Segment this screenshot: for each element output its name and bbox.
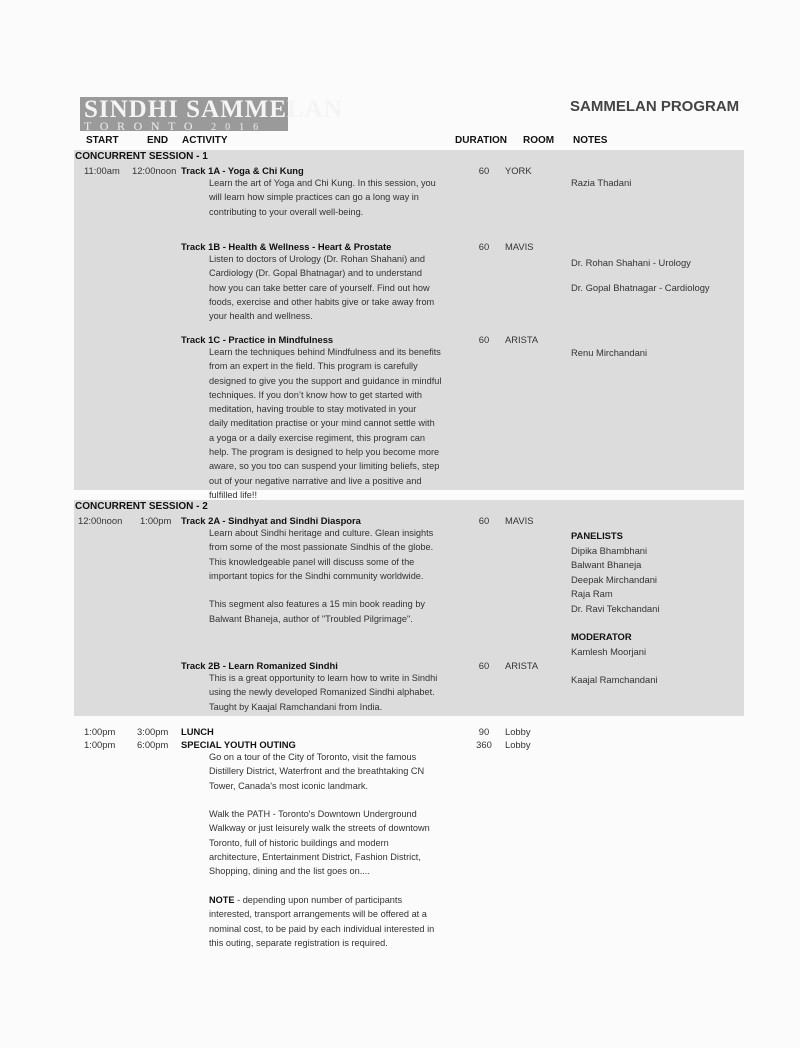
- outing-end: 6:00pm: [137, 739, 169, 750]
- column-header-notes: NOTES: [573, 135, 608, 146]
- lunch-room: Lobby: [505, 726, 531, 737]
- track-1a-description: Learn the art of Yoga and Chi Kung. In this session, you will learn how simple practices can go a long way in contributing to your overall well-being.: [209, 178, 436, 217]
- panelist: Balwant Bhaneja: [571, 559, 642, 570]
- track-2a-description: Learn about Sindhi heritage and culture. Glean insights from some of the most passionate Sindhis of the globe. This knowledgeable panel will discuss some of the important topics for the Sindhi community worldwide. This segment also features a 15 min book reading by Balwant Bhaneja, author of "Troubled Pilgrimage".: [209, 528, 434, 624]
- panelist: Raja Ram: [571, 588, 613, 599]
- panelist: Dipika Bhambhani: [571, 544, 648, 556]
- logo-year: 2016: [211, 122, 268, 133]
- column-header-start: START: [86, 135, 119, 146]
- track-2b-title: Track 2B - Learn Romanized Sindhi: [181, 660, 338, 671]
- track-2b-notes: Kaajal Ramchandani: [571, 674, 658, 685]
- track-2a-room: MAVIS: [505, 515, 534, 526]
- logo-subtitle: [84, 119, 294, 134]
- column-header-room: ROOM: [523, 135, 555, 146]
- outing-start: 1:00pm: [84, 739, 116, 750]
- outing-duration: 360: [476, 739, 492, 750]
- track-1b-description: Listen to doctors of Urology (Dr. Rohan Shahani) and Cardiology (Dr. Gopal Bhatnagar) and to understand how you can take better care of yourself. Find out how foods, exercise and other habits give or take away from your health and wellness.: [209, 254, 435, 322]
- track-1a-title: Track 1A - Yoga & Chi Kung: [181, 165, 304, 176]
- session-1-label: CONCURRENT SESSION - 1: [75, 151, 208, 162]
- session-2-end: 1:00pm: [140, 515, 172, 526]
- outing-title: SPECIAL YOUTH OUTING: [181, 739, 296, 750]
- track-2a-panel: [571, 529, 659, 659]
- session-1-end: 12:00noon: [132, 165, 177, 176]
- track-1b-room: MAVIS: [505, 241, 534, 252]
- track-1c-notes: Renu Mirchandani: [571, 347, 648, 358]
- outing-description: Go on a tour of the City of Toronto, visit the famous Distillery District, Waterfront and the breathtaking CN Tower, Canada's most iconic landmark. Walk the PATH - Toronto's Downtown Underground Walkway or just leisurely walk the streets of downtown Toronto, full of historic buildings and modern architecture, Entertainment District, Fashion District, Shopping, dining and the list goes on.... NOTE - depending upon number of participants interested, transport arrangements will be offered at a nominal cost, to be paid by each individual interested in this outing, separate registration is required.: [209, 752, 435, 948]
- track-2b-room: ARISTA: [505, 660, 539, 671]
- outing-note-label: NOTE: [209, 894, 235, 905]
- lunch-end: 3:00pm: [137, 726, 169, 737]
- column-header-activity: ACTIVITY: [182, 135, 228, 146]
- moderator: Kamlesh Moorjani: [571, 645, 647, 657]
- track-1b-duration: 60: [478, 241, 490, 252]
- moderator-label: MODERATOR: [571, 631, 632, 642]
- track-1b-note-1: Dr. Rohan Shahani - Urology: [571, 257, 691, 268]
- track-1c-description: Learn the techniques behind Mindfulness and its benefits from an expert in the field. This program is carefully designed to give you the support and guidance in mindful techniques. If you don’t know how to get started with meditation, having trouble to stay motivated in your daily meditation practise or your mind cannot settle with a yoga or a daily exercise regiment, this program can help. The program is designed to help you become more aware, so you too can suspend your limiting beliefs, step out of your negative narrative and live a positive and fulfilled life!!: [209, 347, 442, 500]
- track-1c-title: Track 1C - Practice in Mindfulness: [181, 334, 334, 345]
- logo-city: TORONTO: [84, 119, 202, 133]
- lunch-duration: 90: [478, 726, 490, 737]
- session-2-label: CONCURRENT SESSION - 2: [75, 501, 208, 512]
- lunch-start: 1:00pm: [84, 726, 116, 737]
- track-1a-room: YORK: [505, 165, 532, 176]
- session-2-start: 12:00noon: [78, 515, 123, 526]
- panelists-label: PANELISTS: [571, 530, 623, 541]
- logo-title: SINDHI SAMMELAN: [84, 96, 343, 123]
- column-header-duration: DURATION: [455, 135, 508, 146]
- panelist: Deepak Mirchandani: [571, 573, 657, 585]
- track-2b-duration: 60: [478, 660, 490, 671]
- track-1a-duration: 60: [478, 165, 490, 176]
- outing-room: Lobby: [505, 739, 531, 750]
- track-1c-duration: 60: [478, 334, 490, 345]
- column-header-end: END: [147, 135, 169, 146]
- session-1-start: 11:00am: [84, 165, 120, 176]
- track-2b-description: This is a great opportunity to learn how to write in Sindhi using the newly developed Romanized Sindhi alphabet. Taught by Kaajal Ramchandani from India.: [209, 673, 438, 712]
- track-1a-notes: Razia Thadani: [571, 177, 632, 188]
- lunch-title: LUNCH: [181, 726, 214, 737]
- track-2a-title: Track 2A - Sindhyat and Sindhi Diaspora: [181, 515, 361, 526]
- track-1b-title: Track 1B - Health & Wellness - Heart & Prostate: [181, 241, 392, 252]
- panelist: Dr. Ravi Tekchandani: [571, 602, 660, 614]
- page-title: SAMMELAN PROGRAM: [570, 98, 740, 115]
- track-2a-duration: 60: [478, 515, 490, 526]
- track-1b-note-2: Dr. Gopal Bhatnagar - Cardiology: [571, 282, 710, 293]
- track-1c-room: ARISTA: [505, 334, 539, 345]
